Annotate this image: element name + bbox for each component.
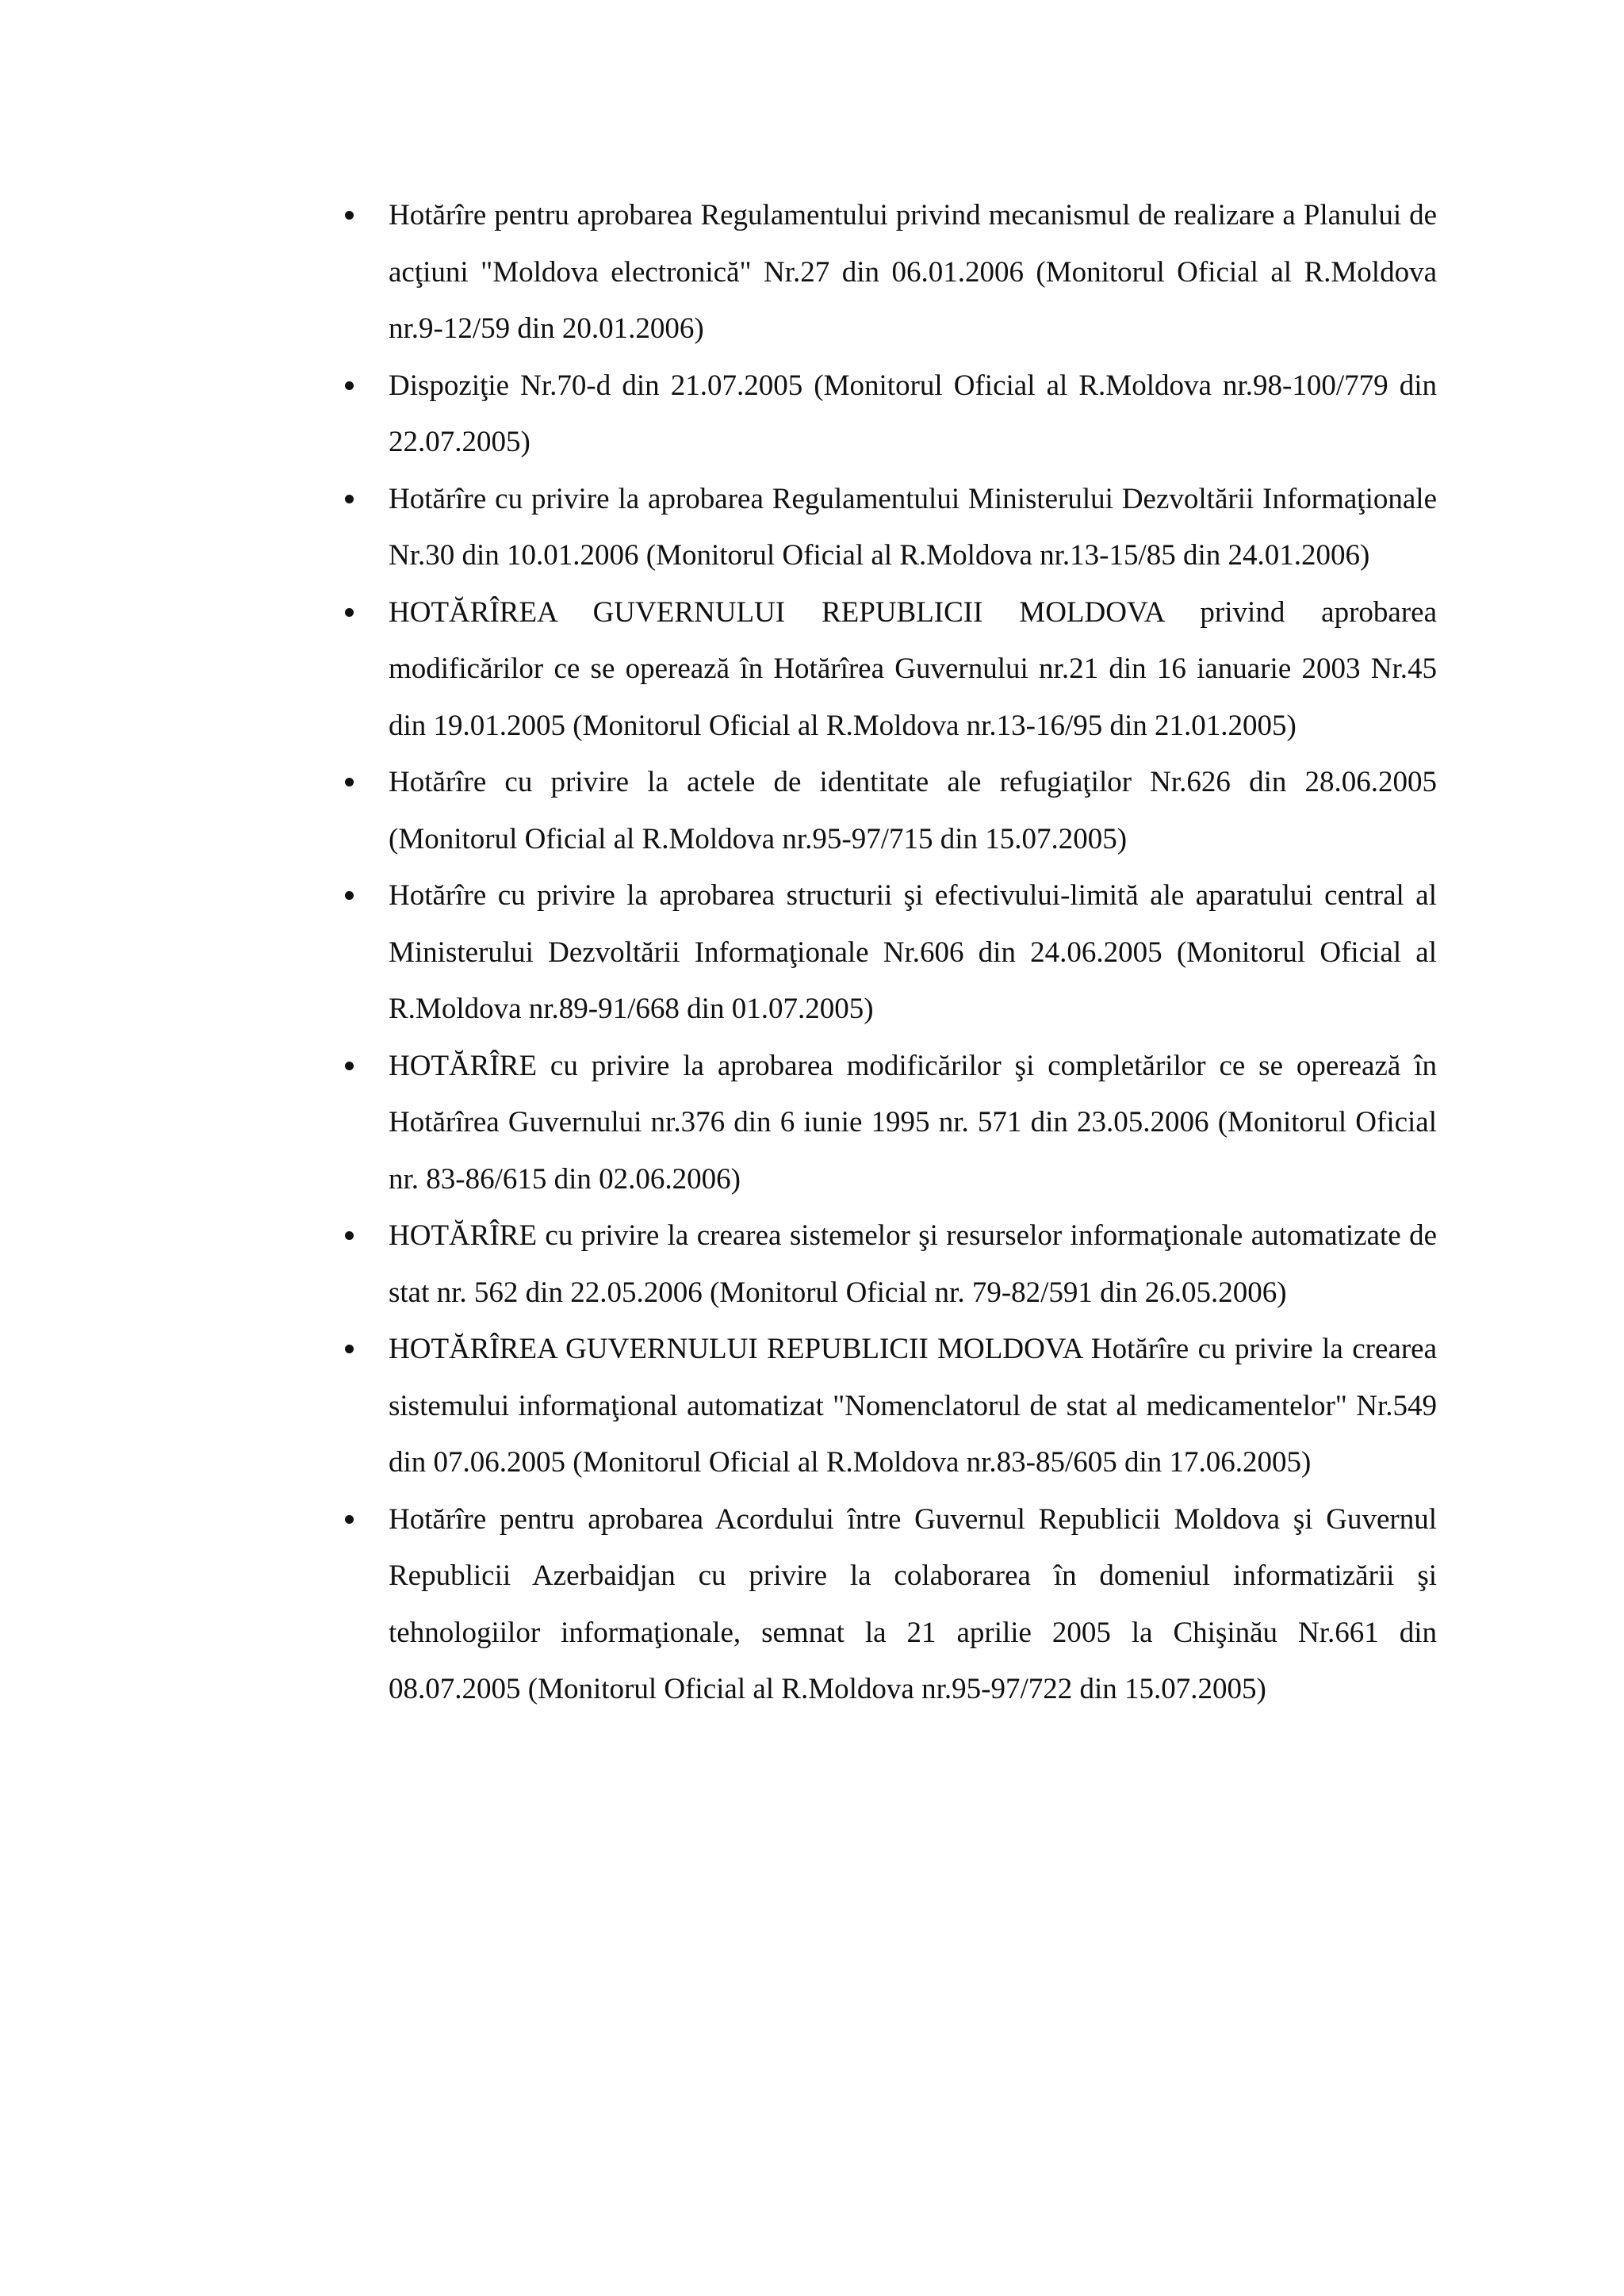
list-item-text: HOTĂRÎREA GUVERNULUI REPUBLICII MOLDOVA privind aprobarea modificărilor ce se operează în Hotărîrea Guvernului nr.21 din 16 ianuarie 2003 Nr.45 din 19.01.2005 (Monitorul Oficial al R.Moldova nr.13-16/95 din 21.01.2005) (389, 595, 1437, 742)
list-item-text: Hotărîre cu privire la actele de identitate ale refugiaţilor Nr.626 din 28.06.2005 (Monitorul Oficial al R.Moldova nr.95-97/715 din 15.07.2005) (389, 766, 1437, 855)
list-item-text: HOTĂRÎREA GUVERNULUI REPUBLICII MOLDOVA Hotărîre cu privire la crearea sistemului informaţional automatizat "Nomenclatorul de stat al medicamentelor" Nr.549 din 07.06.2005 (Monitorul Oficial al R.Moldova nr.83-85/605 din 17.06.2005) (389, 1333, 1437, 1479)
bullet-icon (341, 358, 357, 415)
list-item (389, 1038, 1437, 1208)
list-item-text: HOTĂRÎRE cu privire la aprobarea modificărilor şi completărilor ce se operează în Hotărîrea Guvernului nr.376 din 6 iunie 1995 nr. 571 din 23.05.2006 (Monitorul Oficial nr. 83-86/615 din 02.06.2006) (389, 1049, 1437, 1196)
list-item (389, 471, 1437, 584)
legislation-list (389, 187, 1437, 1718)
bullet-icon (341, 867, 357, 924)
list-item (389, 1321, 1437, 1491)
bullet-icon (341, 754, 357, 811)
bullet-icon (341, 471, 357, 528)
bullet-icon (341, 187, 357, 244)
bullet-icon (341, 1038, 357, 1095)
bullet-icon (341, 584, 357, 641)
list-item-text: Hotărîre pentru aprobarea Acordului între Guvernul Republicii Moldova şi Guvernul Republicii Azerbaidjan cu privire la colaborarea în domeniul informatizării şi tehnologiilor informaţionale, semnat la 21 aprilie 2005 la Chişinău Nr.661 din 08.07.2005 (Monitorul Oficial al R.Moldova nr.95-97/722 din 15.07.2005) (389, 1502, 1437, 1705)
list-item (389, 358, 1437, 471)
list-item (389, 584, 1437, 755)
list-item (389, 1207, 1437, 1321)
list-item (389, 754, 1437, 867)
list-item-text: Hotărîre pentru aprobarea Regulamentului privind mecanismul de realizare a Planului de acţiuni "Moldova electronică" Nr.27 din 06.01.2006 (Monitorul Oficial al R.Moldova nr.9-12/59 din 20.01.2006) (389, 199, 1437, 345)
bullet-icon (341, 1491, 357, 1548)
list-item (389, 1491, 1437, 1718)
list-item-text: Hotărîre cu privire la aprobarea structurii şi efectivului-limită ale aparatului central al Ministerului Dezvoltării Informaţionale Nr.606 din 24.06.2005 (Monitorul Oficial al R.Moldova nr.89-91/668 din 01.07.2005) (389, 879, 1437, 1025)
list-item (389, 867, 1437, 1038)
list-item-text: Hotărîre cu privire la aprobarea Regulamentului Ministerului Dezvoltării Informaţionale Nr.30 din 10.01.2006 (Monitorul Oficial al R.Moldova nr.13-15/85 din 24.01.2006) (389, 482, 1437, 572)
bullet-icon (341, 1207, 357, 1265)
list-item (389, 187, 1437, 358)
list-item-text: HOTĂRÎRE cu privire la crearea sistemelor şi resurselor informaţionale automatizate de stat nr. 562 din 22.05.2006 (Monitorul Oficial nr. 79-82/591 din 26.05.2006) (389, 1219, 1437, 1309)
list-item-text: Dispoziţie Nr.70-d din 21.07.2005 (Monitorul Oficial al R.Moldova nr.98-100/779 din 22.07.2005) (389, 369, 1437, 458)
bullet-icon (341, 1321, 357, 1378)
